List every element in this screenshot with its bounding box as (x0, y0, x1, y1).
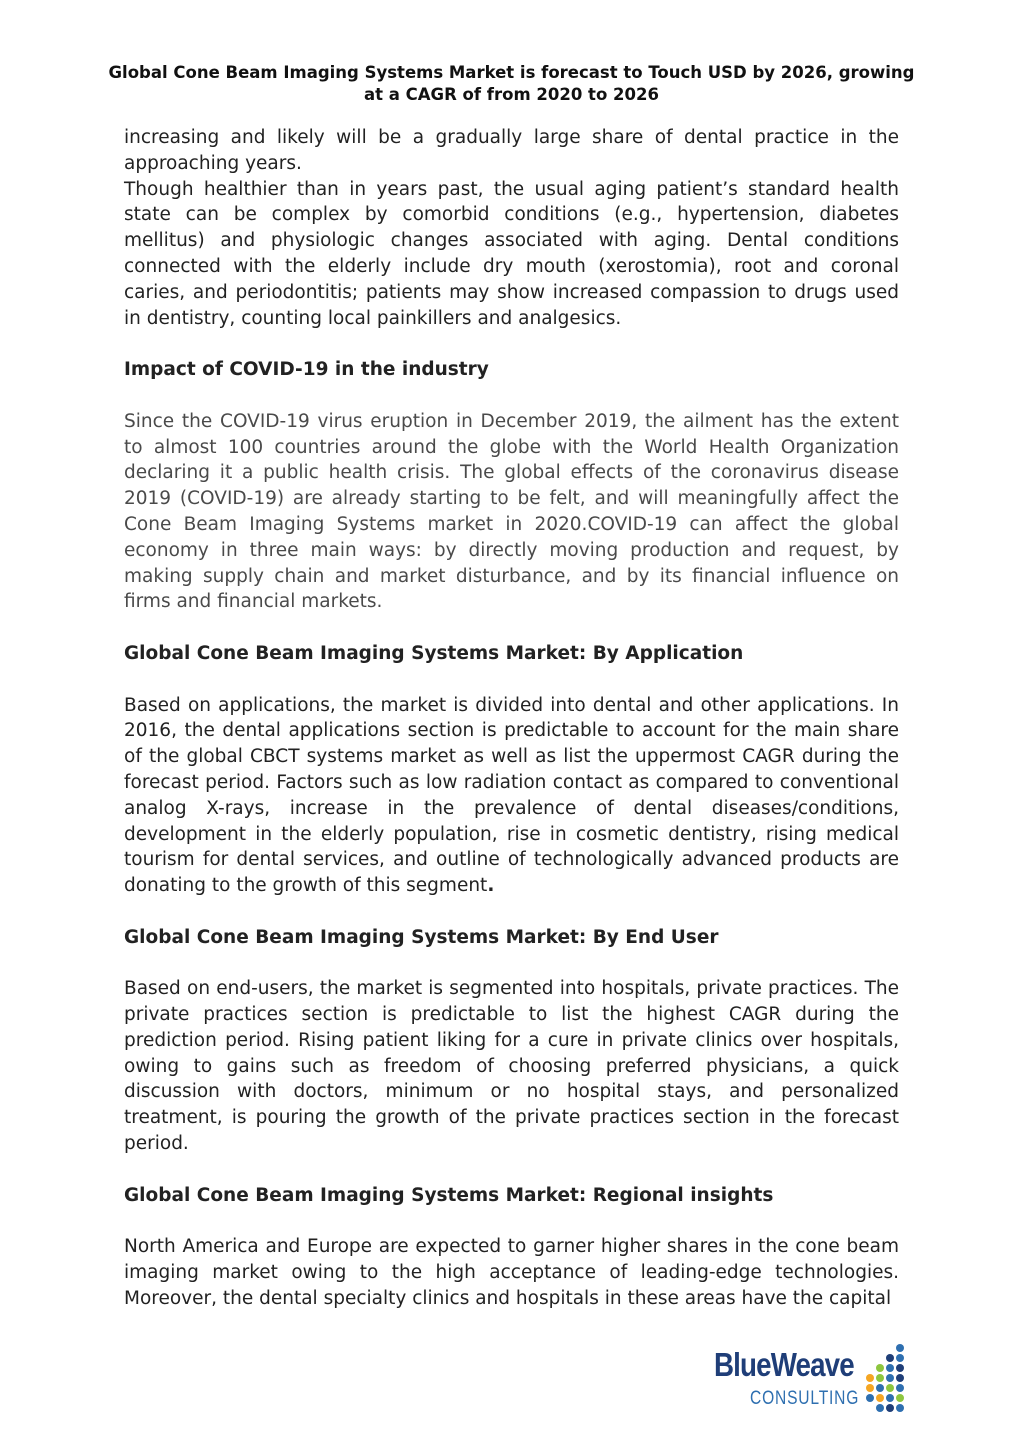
application-paragraph-end: . (487, 875, 495, 897)
logo-wordmark: BlueWeave (714, 1346, 854, 1383)
covid-paragraph: Since the COVID-19 virus eruption in December 2019, the ailment has the extent to almost 100 countries around the globe with the World Health Organization declaring it a public health crisis. The global effects of the coronavirus disease 2019 (COVID-19) are already starting to be felt, and will meaningfully affect the Cone Beam Imaging Systems market in 2020.COVID-19 can affect the global economy in three main ways: by directly moving production and request, by making supply chain and market disturbance, and by its financial influence on firms and financial markets. (124, 410, 899, 613)
regional-paragraph: North America and Europe are expected to garner higher shares in the cone beam imaging market owing to the high acceptance of leading-edge technologies. Moreover, the dental specialty clinics and hospitals in these areas have the capital (124, 1236, 899, 1309)
document-body (124, 125, 899, 1312)
logo-subtitle: CONSULTING (750, 1388, 860, 1409)
page-title: Global Cone Beam Imaging Systems Market is forecast to Touch USD by 2026, growing at a CAGR of from 2020 to 2026 (108, 63, 915, 104)
application-heading: Global Cone Beam Imaging Systems Market: By Application (124, 642, 744, 664)
intro-paragraph-2: Though healthier than in years past, the usual aging patient’s standard health state can be complex by comorbid conditions (e.g., hypertension, diabetes mellitus) and physiologic changes associated with aging. Dental conditions connected with the elderly include dry mouth (xerostomia), root and coronal caries, and periodontitis; patients may show increased compassion to drugs used in dentistry, counting local painkillers and analgesics. (124, 178, 899, 329)
application-paragraph-text: Based on applications, the market is divided into dental and other applications. In 2016, the dental applications section is predictable to account for the main share of the global CBCT systems market as well as list the uppermost CAGR during the forecast period. Factors such as low radiation contact as compared to conventional analog X-rays, increase in the prevalence of dental diseases/conditions, development in the elderly population, rise in cosmetic dentistry, rising medical tourism for dental services, and outline of technologically advanced products are donating to the growth of this segment (124, 694, 899, 897)
application-paragraph (124, 693, 899, 899)
regional-heading: Global Cone Beam Imaging Systems Market: Regional insights (124, 1184, 774, 1206)
covid-heading: Impact of COVID-19 in the industry (124, 359, 489, 381)
enduser-heading: Global Cone Beam Imaging Systems Market: By End User (124, 926, 719, 948)
blueweave-logo (706, 1338, 911, 1418)
intro-paragraph-1: increasing and likely will be a gradually large share of dental practice in the approaching years. (124, 127, 899, 174)
logo-dots-icon (860, 1342, 910, 1418)
enduser-paragraph: Based on end-users, the market is segmented into hospitals, private practices. The private practices section is predictable to list the highest CAGR during the prediction period. Rising patient liking for a cure in private clinics over hospitals, owing to gains such as freedom of choosing preferred physicians, a quick discussion with doctors, minimum or no hospital stays, and personalized treatment, is pouring the growth of the private practices section in the forecast period. (124, 978, 899, 1155)
